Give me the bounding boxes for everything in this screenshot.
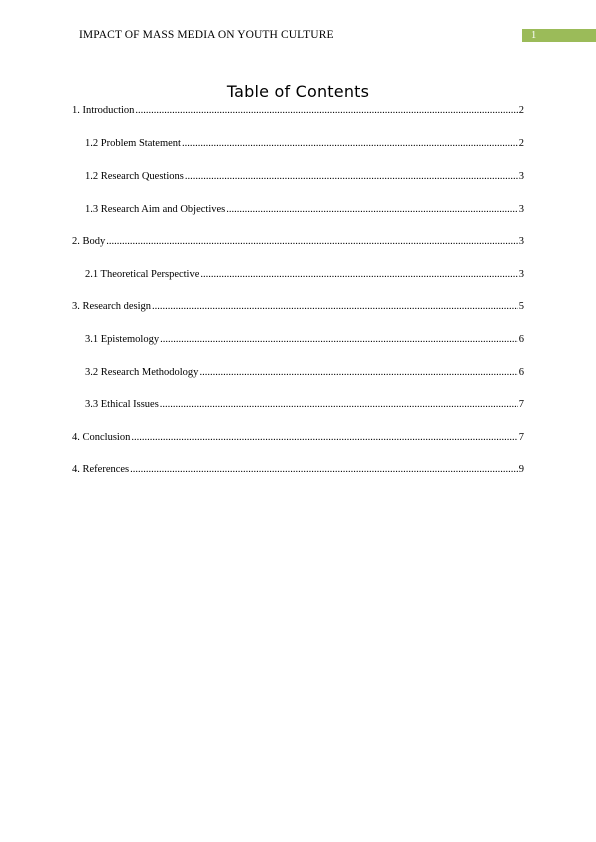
toc-entry-page: 9 [518, 464, 524, 475]
toc-entry-label: 4. Conclusion [72, 432, 131, 443]
toc-entry[interactable] [85, 333, 524, 347]
toc-entry[interactable] [72, 104, 524, 118]
toc-dot-leader [200, 268, 517, 282]
page-number-badge [522, 29, 596, 42]
toc-entry[interactable] [85, 268, 524, 282]
toc-entry-label: 3.3 Ethical Issues [85, 399, 159, 410]
toc-entry[interactable] [72, 235, 524, 249]
toc-dot-leader [199, 366, 517, 380]
toc-entry-label: 3.2 Research Methodology [85, 367, 199, 378]
toc-entry[interactable] [85, 170, 524, 184]
toc-entry-label: 3. Research design [72, 301, 152, 312]
toc-dot-leader [106, 235, 517, 249]
toc-entry-page: 7 [518, 432, 524, 443]
toc-entry-page: 7 [518, 399, 524, 410]
toc-entry-page: 5 [518, 301, 524, 312]
toc-dot-leader [131, 431, 517, 445]
page-number: 1 [531, 30, 537, 41]
toc-entry-label: 1. Introduction [72, 105, 135, 116]
toc-dot-leader [135, 104, 517, 118]
toc-entry-label: 1.3 Research Aim and Objectives [85, 204, 226, 215]
toc-entry-page: 3 [518, 204, 524, 215]
toc-entry-label: 2. Body [72, 236, 106, 247]
toc-entry-label: 1.2 Research Questions [85, 171, 184, 182]
toc-entry[interactable] [72, 300, 524, 314]
toc-entry[interactable] [72, 431, 524, 445]
toc-entry-label: 1.2 Problem Statement [85, 138, 181, 149]
toc-entry-page: 6 [518, 367, 524, 378]
toc-entry-page: 2 [518, 105, 524, 116]
toc-entry-page: 3 [518, 171, 524, 182]
toc-dot-leader [185, 170, 518, 184]
toc-entry[interactable] [72, 463, 524, 477]
toc-dot-leader [226, 203, 517, 217]
header-title: IMPACT OF MASS MEDIA ON YOUTH CULTURE [79, 29, 334, 41]
toc-entry-page: 6 [518, 334, 524, 345]
toc-dot-leader [160, 398, 518, 412]
toc-entry-page: 3 [518, 269, 524, 280]
toc-dot-leader [130, 463, 518, 477]
toc-dot-leader [152, 300, 518, 314]
toc-entry-page: 3 [518, 236, 524, 247]
toc-entry-label: 4. References [72, 464, 130, 475]
toc-heading: Table of Contents [226, 82, 370, 101]
toc-entry[interactable] [85, 398, 524, 412]
toc-entry[interactable] [85, 366, 524, 380]
toc-entry-label: 3.1 Epistemology [85, 334, 160, 345]
toc-entry[interactable] [85, 137, 524, 151]
toc-dot-leader [182, 137, 518, 151]
toc-entry[interactable] [85, 203, 524, 217]
toc-entry-page: 2 [518, 138, 524, 149]
toc-entry-label: 2.1 Theoretical Perspective [85, 269, 200, 280]
toc-dot-leader [160, 333, 518, 347]
